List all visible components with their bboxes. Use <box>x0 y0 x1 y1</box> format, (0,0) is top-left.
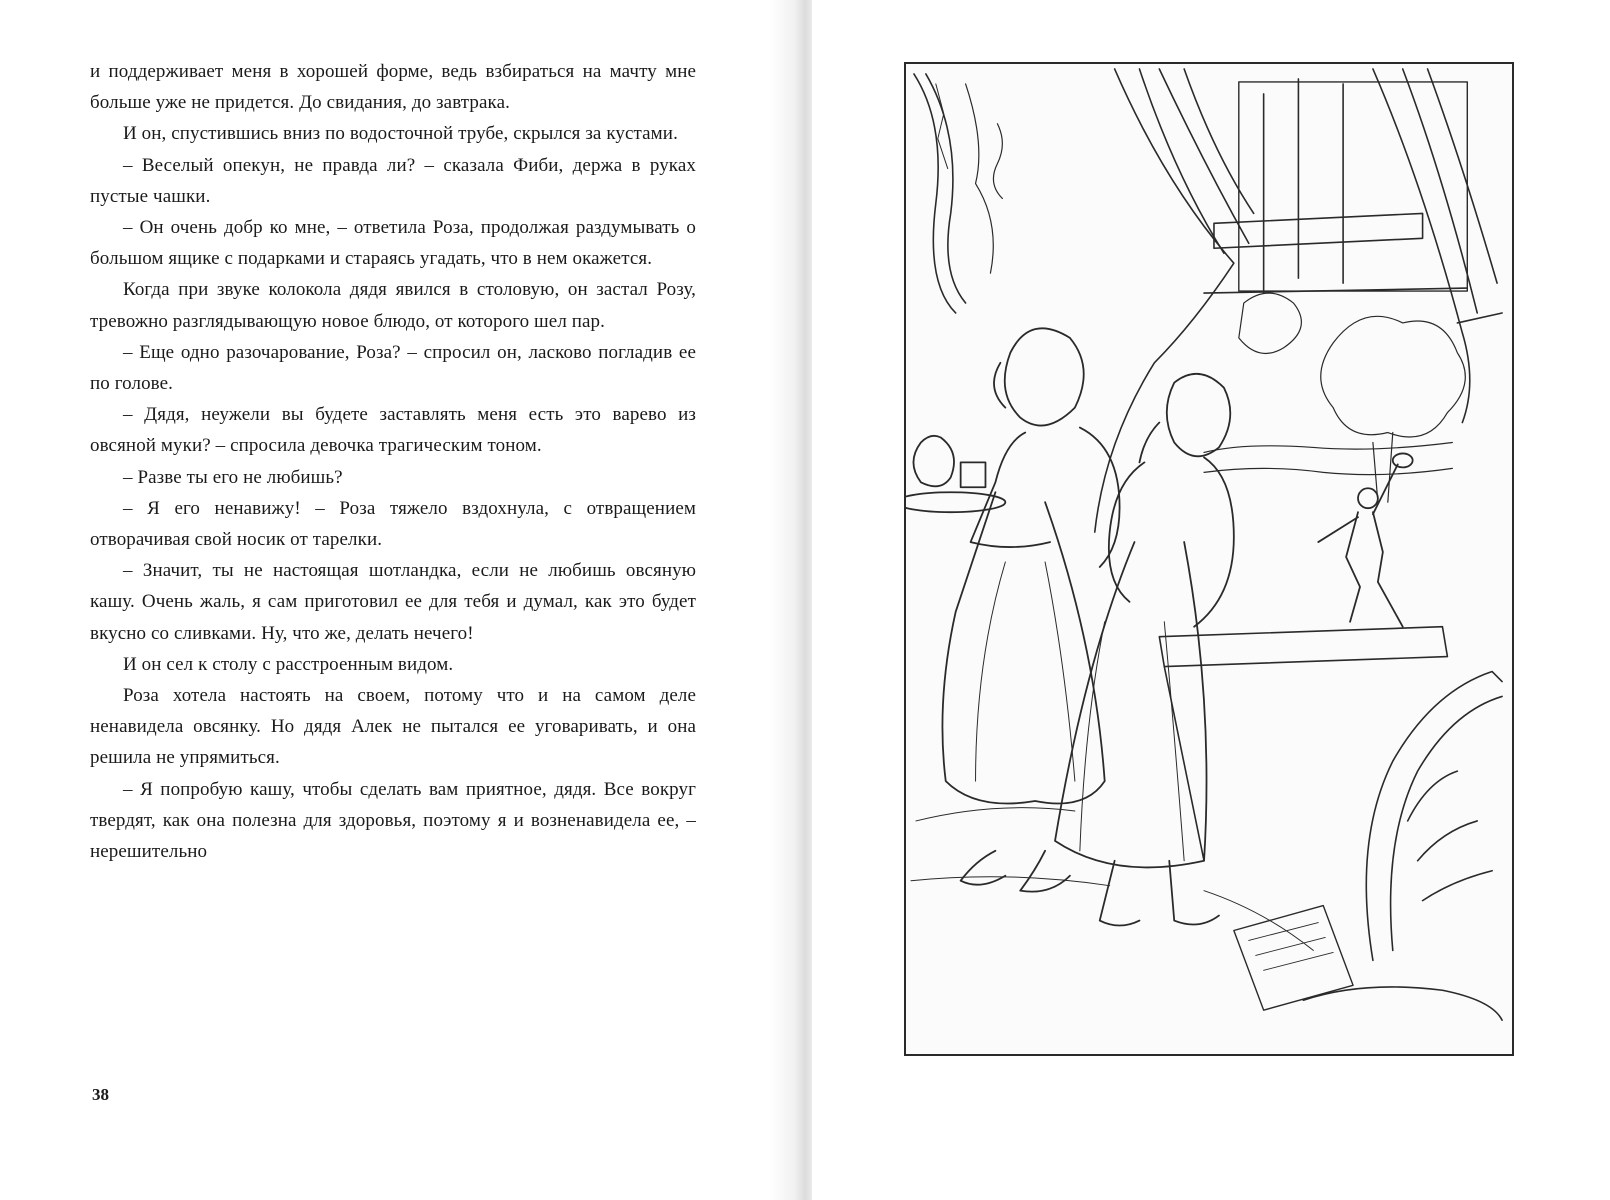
garden-trees-sketch <box>1204 293 1465 502</box>
paragraph-7: – Дядя, неужели вы будете заставлять меня есть это варево из овсяной муки? – спросила девочка трагическим тоном. <box>90 404 696 457</box>
paragraph-9: – Я его ненавижу! – Роза тяжело вздохнула, с отвращением отворачивая свой носик от тарелки. <box>90 497 696 551</box>
paragraph-12: Роза хотела настоять на своем, потому что и на самом деле ненавидела овсянку. Но дядя Алек не пытался ее уговаривать, и она решила не упрямиться. <box>90 685 696 769</box>
paragraph-10: – Значит, ты не настоящая шотландка, если не любишь овсяную кашу. Очень жаль, я сам приготовил ее для тебя и думал, как это будет вкусно со сливками. Ну, что же, делать нечего! <box>90 560 696 644</box>
paragraph-6: – Еще одно разочарование, Роза? – спросил он, ласково погладив ее по голове. <box>90 341 696 395</box>
chair-sketch <box>1303 672 1502 1021</box>
waving-man-sketch <box>1318 453 1412 626</box>
page-number: 38 <box>92 1085 109 1104</box>
page-text <box>90 56 696 867</box>
sketch-illustration <box>906 64 1512 1054</box>
paragraph-5: Когда при звуке колокола дядя явился в столовую, он застал Розу, тревожно разглядывающую новое блюдо, от которого шел пар. <box>90 279 696 332</box>
paragraph-11: И он сел к столу с расстроенным видом. <box>123 653 454 675</box>
paragraph-2: И он, спустившись вниз по водосточной трубе, скрылся за кустами. <box>123 123 678 145</box>
book-sketch <box>1234 906 1353 1011</box>
paragraph-13: – Я попробую кашу, чтобы сделать вам приятное, дядя. Все вокруг твердят, как она полезна для здоровья, поэтому я и возненавидела ее, – нерешительно <box>90 778 696 863</box>
girl-at-window-sketch <box>1055 374 1234 926</box>
paragraph-3: – Веселый опекун, не правда ли? – сказала Фиби, держа в руках пустые чашки. <box>90 154 696 207</box>
girl-with-tray-sketch <box>906 328 1120 891</box>
paragraph-8: – Разве ты его не любишь? <box>123 466 343 488</box>
left-page <box>0 0 798 1200</box>
floor-sketch <box>911 808 1313 951</box>
ornate-frame-sketch <box>914 74 1002 313</box>
paragraph-4: – Он очень добр ко мне, – ответила Роза, продолжая раздумывать о большом ящике с подарками и стараясь угадать, что в нем окажется. <box>90 217 696 270</box>
paragraph-1: и поддерживает меня в хорошей форме, ведь взбираться на мачту мне больше уже не придется. До свидания, до завтрака. <box>90 61 696 114</box>
illustration-frame <box>904 62 1514 1056</box>
